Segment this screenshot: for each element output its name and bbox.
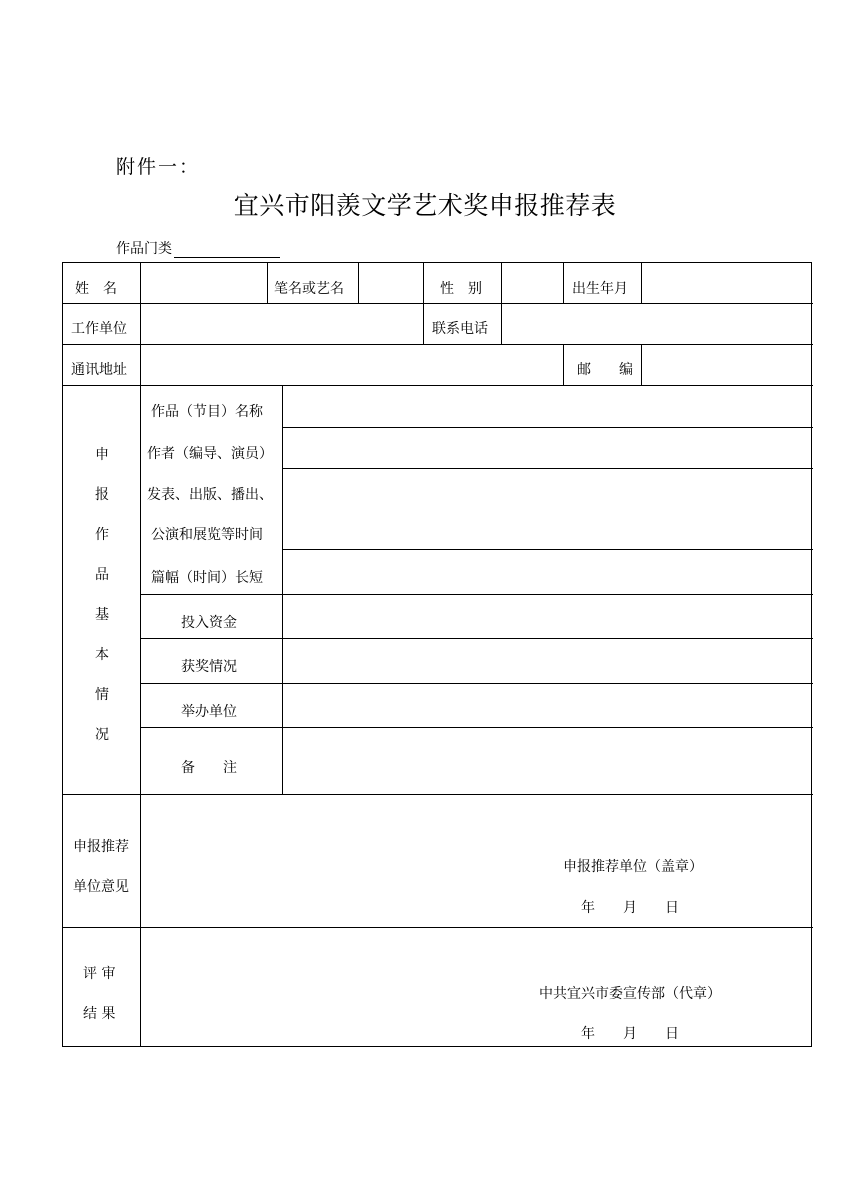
pen-name-label: 笔名或艺名 (274, 281, 344, 297)
column-divider (563, 263, 564, 303)
organizer-label: 举办单位 (181, 704, 237, 720)
recommend-seal-text: 申报推荐单位（盖章） (563, 859, 703, 875)
length-field[interactable] (283, 550, 812, 594)
phone-label: 联系电话 (432, 321, 488, 337)
category-blank-field[interactable] (174, 241, 280, 258)
address-label: 通讯地址 (71, 362, 127, 378)
work-section-label-char: 况 (95, 727, 109, 743)
publish-time-field[interactable] (283, 469, 812, 549)
publish-label-line2: 公演和展览等时间 (151, 527, 263, 543)
postcode-label: 邮 编 (577, 362, 633, 378)
funding-label: 投入资金 (181, 615, 237, 631)
work-title-field[interactable] (283, 386, 812, 427)
awards-label: 获奖情况 (181, 659, 237, 675)
work-section-label-char: 基 (95, 607, 109, 623)
review-label-line2: 结 果 (83, 1006, 116, 1022)
notes-field[interactable] (283, 728, 812, 794)
work-section-label-char: 报 (95, 487, 109, 503)
work-unit-label: 工作单位 (71, 321, 127, 337)
column-divider (140, 385, 141, 794)
work-section-label-char: 申 (95, 447, 109, 463)
author-label: 作者（编导、演员） (147, 446, 273, 462)
gender-label: 性 别 (440, 281, 482, 297)
work-section-label (92, 435, 112, 755)
work-section-label-char: 本 (95, 647, 109, 663)
address-field[interactable] (141, 345, 563, 385)
work-section-label-char: 品 (95, 567, 109, 583)
pen-name-field[interactable] (359, 263, 423, 303)
name-field[interactable] (141, 263, 267, 303)
recommend-date: 年 月 日 (581, 900, 679, 916)
review-date: 年 月 日 (581, 1026, 679, 1042)
form-title: 宜兴市阳羡文学艺术奖申报推荐表 (233, 191, 617, 220)
awards-field[interactable] (283, 639, 812, 683)
recommend-label-line2: 单位意见 (73, 879, 129, 895)
recommend-opinion-field[interactable] (141, 795, 812, 927)
publish-label-line1: 发表、出版、播出、 (147, 487, 273, 503)
recommend-label-line1: 申报推荐 (73, 839, 129, 855)
column-divider (563, 344, 564, 385)
notes-label: 备 注 (181, 760, 237, 776)
postcode-field[interactable] (642, 345, 812, 385)
column-divider (267, 263, 268, 303)
work-title-label: 作品（节目）名称 (151, 404, 263, 420)
work-unit-field[interactable] (141, 304, 423, 344)
category-label: 作品门类 (116, 241, 172, 257)
attachment-label: 附件一： (116, 156, 201, 178)
author-field[interactable] (283, 428, 812, 468)
length-label: 篇幅（时间）长短 (151, 570, 263, 586)
birth-field[interactable] (642, 263, 812, 303)
gender-field[interactable] (502, 263, 563, 303)
phone-field[interactable] (502, 304, 812, 344)
category-row (116, 238, 280, 258)
work-section-label-char: 作 (95, 527, 109, 543)
application-form-table (62, 262, 812, 1047)
review-label-line1: 评 审 (83, 966, 116, 982)
birth-label: 出生年月 (572, 281, 628, 297)
funding-field[interactable] (283, 595, 812, 638)
name-label: 姓 名 (75, 281, 117, 297)
work-section-label-char: 情 (95, 687, 109, 703)
review-seal-text: 中共宜兴市委宣传部（代章） (539, 986, 721, 1002)
organizer-field[interactable] (283, 684, 812, 727)
column-divider (423, 263, 424, 344)
